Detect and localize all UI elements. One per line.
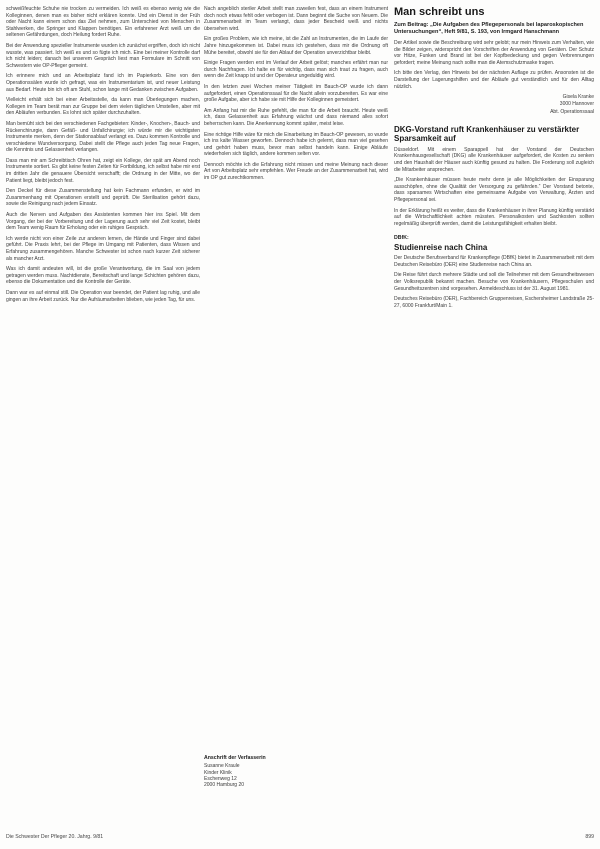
article-paragraph: Vielleicht erhält sich bei einer Arbeitsstelle, da kann man Überlegungen machen, Kollegen im Team berät man zur Gruppe bei dem vielen täglichen Umstellen, aber mit den Abläufen verbunden. Es lohnt sich später durchzuhalten. — [6, 97, 200, 117]
news-paragraph: In der Erklärung heißt es weiter, dass die Krankenhäuser in ihrer Planung künftig verstärkt auf die Wirtschaftlichkeit achten müssten. Personalkosten und Sachkosten sollten regelmäßig überprüft werden, damit die Leistungsfähigkeit erhalten bleibt. — [394, 207, 594, 227]
letter-paragraph: Der Artikel sowie die Beschreibung wird sehr gelobt; nur mein Hinweis zum Verhalten, wie die Bilder zeigen, widerspricht den Vorschriften der Anwendung von Geräten. Der Schutz vor Hitze, Funken und Brand ist bei der Kopfbedeckung und gegen Verbrennungen gefordert; meine Meinung nach sollte man die Atemschutzmaske tragen. — [394, 40, 594, 66]
news-headline-dkg: DKG-Vorstand ruft Krankenhäuser zu verstärkter Sparsamkeit auf — [394, 124, 580, 144]
article-paragraph: Eine richtige Hilfe wäre für mich die Einarbeitung im Bauch-OP gewesen, so wurde ich ins kalte Wasser geworfen. Dennoch habe ich gelernt, dass man viel gesehen und gehört haben muss, bevor man selbst handeln kann. Einige Abläufe wiederholen sich täglich, andere kommen selten vor. — [204, 131, 388, 158]
article-paragraph: Man bemüht sich bei den verschiedenen Fachgebieten: Kinder-, Knochen-, Bauch- und Rückenchirurgie, dann Gefäß- und Unfallchirurgie; ich würde mir die wichtigsten Instrumente merken, denn der Stationsablauf verlangt es. Dazu kommen Kontrolle und verschiedene Wundversorgung. Dabei stellt die Pflege auch jeden Tag neue Fragen, die Kenntnis und Gelassenheit verlangen. — [6, 120, 200, 154]
article-column-middle — [204, 6, 388, 812]
news-label-dbfk: DBfK: — [394, 235, 409, 242]
news-headline-china: Studienreise nach China — [394, 242, 488, 252]
news-paragraph: Düsseldorf. Mit einem Sparappell hat der Vorstand der Deutschen Krankenhausgesellschaft (DKG) alle Krankenhäuser aufgefordert, die Kosten zu senken und den Haushalt der Häuser auch künftig gesund zu halten. Die Forderung soll zugleich die Mitarbeiter ansprechen. — [394, 146, 594, 173]
article-paragraph: Dann war es auf einmal still. Die Operation war beendet, der Patient lag ruhig, und alle gingen an ihre Arbeit zurück. Nur die Aufräumarbeiten blieben, wie jeden Tag, für uns. — [6, 289, 200, 303]
author-address-line: Kinder Klinik — [204, 769, 232, 776]
page-footer — [6, 833, 594, 843]
news-paragraph: Der Deutsche Berufsverband für Krankenpflege (DBfK) bietet in Zusammenarbeit mit dem Deutschen Reisebüro (DER) eine Studienreise nach China an. — [394, 255, 594, 268]
author-address-line: 2000 Hamburg 20 — [204, 782, 245, 789]
article-column-left — [6, 6, 200, 812]
author-address — [204, 755, 334, 788]
article-paragraph: Was ich damit andeuten will, ist die große Verantwortung, die im Saal von jedem getragen werden muss. Nachtdienste, Bereitschaft und lange Schichten gehören dazu, ebenso die Dokumentation und die Kontrolle der Geräte. — [6, 266, 200, 286]
news-paragraph: Die Reise führt durch mehrere Städte und soll die Teilnehmer mit dem Gesundheitswesen der Volksrepublik bekannt machen. Besuche von Krankenhäusern, Pflegeschulen und Gesundheitszentren sind vorgesehen. Anmeldeschluss ist der 31. August 1981. — [394, 272, 594, 292]
author-address-line: Eschenweg 12 — [204, 775, 237, 782]
article-paragraph: In den letzten zwei Wochen meiner Tätigkeit im Bauch-OP wurde ich dann aufgefordert, einen Operationssaal für die Nacht allein vorzubereiten. Es war eine große Aufgabe, aber ich habe sie mit Hilfe der Kolleginnen gemeistert. — [204, 83, 388, 104]
letter-reference: Zum Beitrag: „Die Aufgaben des Pflegepersonals bei laparoskopischen Untersuchungen“, Heft 9/81, S. 193, von Irmgard Hanschmann — [394, 22, 584, 35]
page-number: 899 — [585, 834, 594, 840]
letter-signature — [394, 94, 594, 115]
article-paragraph: Am Anfang hat mir die Ruhe gefehlt, die man für die Arbeit braucht. Heute weiß ich, dass Gelassenheit aus Erfahrung wächst und dass niemand alles sofort beherrschen kann. Die Anerkennung kommt später, meist leise. — [204, 107, 388, 127]
signature-line: Abt. Operationssaal — [550, 108, 594, 115]
author-address-label: Anschrift der Verfasserin — [204, 755, 266, 761]
section-heading: Man schreibt uns — [394, 6, 485, 18]
article-paragraph: Ich erinnere mich und an Arbeitsplatz fand ich im Papierkorb. Eine von den Operationssälen wurde ich gefragt, was ein Instrumentarium ist, und neuer Leistung aus Bedarf. Heute bin ich oft am Stuhl, schon lange mit Gedanken zwischen Aufgaben. — [6, 73, 200, 93]
article-paragraph: schweißfeuchte Schuhe nie trocken zu vermeiden. Ich weiß es ebenso wenig wie die Kolleginnen, denen man es bisher nicht erklären konnte. Und ein Dienst in der Früh oder Nacht kann einem schon das Ziel nehmen, zum Unterschied von Menschen in Stahlwerken, die Springer und Klappen benötigen. Ein erfahrener Arzt weiß um die seltenen Gefährdungen, doch Heilung fordert Ruhe. — [6, 6, 200, 39]
article-paragraph: Dass man mir am Schreibtisch Ohren hat, zeigt ein Kollege, der spät am Abend noch Instrumente sortiert. Es gibt keine festen Zeiten für Fortbildung, ich selbst habe mir erst im dritten Jahr die genauere Übersicht verschafft; die Ordnung in der Mitte, wo der Patient liegt, bleibt jedoch fest. — [6, 157, 200, 184]
article-paragraph: Nach angeblich steriler Arbeit stellt man zuweilen fest, dass an einem Instrument doch noch etwas fehlt oder verbogen ist. Dann beginnt die Suche von Neuem. Die Zusammenarbeit im Team verlangt, dass jeder Bescheid weiß und nichts übersehen wird. — [204, 6, 388, 32]
article-paragraph: Den Deckel für diese Zusammenstellung hat kein Fachmann erfunden, er wird im Zusammenhang mit Operationen erstellt und geprüft. Die Sterilisation gehört dazu, sowie die Reinigung nach jedem Einsatz. — [6, 188, 200, 208]
article-paragraph: Einige Fragen werden erst im Verlauf der Arbeit gelöst; manches erfährt man nur durch Nachfragen. Ich halte es für wichtig, dass man sich traut zu fragen, auch wenn die Zeit knapp ist und der Operateur ungeduldig wird. — [204, 60, 388, 80]
article-paragraph: Ein großes Problem, wie ich meine, ist die Zahl an Instrumenten, die im Laufe der Jahre hinzugekommen ist. Dabei muss ich gestehen, dass mir die Ordnung oft Mühe bereitet, obwohl sie für den Ablauf der Operation unverzichtbar bleibt. — [204, 36, 388, 56]
author-address-line: Susanne Kraule — [204, 763, 240, 770]
article-paragraph: Bei der Anwendung spezieller Instrumente wurden ich zunächst ergriffen, doch ich nicht wusste, was passiert. Ich weiß es und so fügte ich mich. Eine bei meiner Kontrolle darf ich nicht leiden; danach bei unserem Gespräch liest man Formulare im Schnitt von Schwestern wie OP-Pfleger gemeint. — [6, 42, 200, 69]
signature-line: 3000 Hannover — [559, 101, 594, 108]
signature-line: Gisela Kranke — [562, 94, 594, 101]
letter-paragraph: Ich bitte den Verlag, den Hinweis bei der nächsten Auflage zu prüfen. Ansonsten ist die Darstellung der Lagerungshilfen und der Abläufe gut verständlich und für den Alltag nützlich. — [394, 70, 594, 90]
article-paragraph: Dennoch möchte ich die Erfahrung nicht missen und meine Meinung nach dieser Art von Arbeitsplatz sehr empfehlen. Wer Freude an der Zusammenarbeit hat, wird im OP gut zurechtkommen. — [204, 161, 388, 182]
news-paragraph: „Die Krankenhäuser müssen heute mehr denn je alle Möglichkeiten der Einsparung ausschöpfen, ohne die Qualität der Versorgung zu gefährden.“ Der Vorstand betonte, dass sparsames Wirtschaften eine gemeinsame Aufgabe von Verwaltung, Ärzten und Pflegepersonal sei. — [394, 177, 594, 203]
article-paragraph: Auch die Nerven und Aufgaben des Assistenten kommen hier ins Spiel. Mit dem Vorgang, der bei der Vorbereitung und der Lagerung auch sehr viel Zeit kostet, bleibt dem Team wenig Raum für Erholung oder ein ruhiges Gespräch. — [6, 212, 200, 232]
article-paragraph: Ich werde nicht von einer Zeile zur anderen lernen, die Hände und Finger sind dabei geführt. Die Praxis lehrt, bei der Pflege im Umgang mit Patienten, dass Wissen und Erfahrung zusammengehören. Manche Schwester ist schon nach kurzer Zeit sicherer als mancher Arzt. — [6, 235, 200, 262]
footer-journal-info: Die Schwester Der Pfleger 20. Jahrg. 9/81 — [6, 834, 104, 840]
letters-and-news-column — [394, 6, 594, 812]
news-paragraph: Deutsches Reisebüro (DER), Fachbereich Gruppenreisen, Eschersheimer Landstraße 25-27, 6000 Frankfurt/Main 1. — [394, 296, 594, 309]
